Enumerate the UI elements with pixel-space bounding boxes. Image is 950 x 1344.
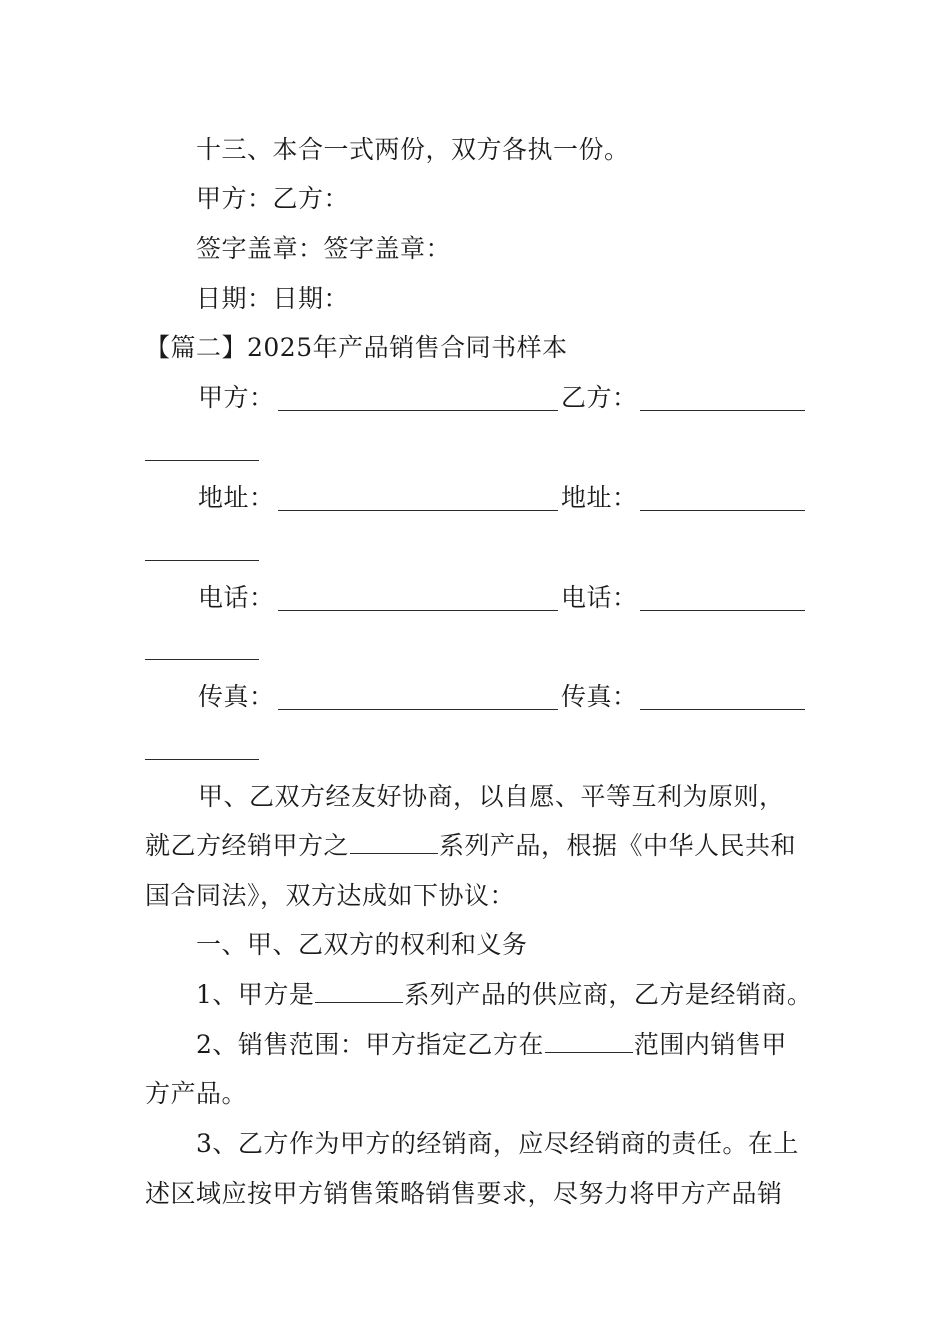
item-2-start: 2、销售范围：甲方指定乙方在 <box>196 1030 544 1059</box>
party-a-blank <box>278 410 558 411</box>
party-b-label: 乙方： <box>561 383 638 412</box>
intro-line-2-start: 就乙方经销甲方之 <box>145 831 350 860</box>
item-1-start: 1、甲方是 <box>196 980 315 1009</box>
fax-b-blank-cont <box>145 759 259 760</box>
intro-line-3: 国合同法》，双方达成如下协议： <box>145 881 516 910</box>
party-b-blank-cont <box>145 460 259 461</box>
heading-rights-obligations: 一、甲、乙双方的权利和义务 <box>196 930 528 959</box>
intro-line-1: 甲、乙双方经友好协商，以自愿、平等互利为原则， <box>198 782 785 811</box>
party-a-label: 甲方： <box>198 383 275 412</box>
supplier-series-blank <box>315 982 403 1003</box>
phone-a-blank <box>278 610 558 611</box>
item-1-end: 系列产品的供应商，乙方是经销商。 <box>404 980 813 1009</box>
phone-b-blank <box>640 610 805 611</box>
intro-line-2-end: 系列产品，根据《中华人民共和 <box>439 831 797 860</box>
address-b-blank <box>640 510 805 511</box>
address-b-label: 地址： <box>561 483 638 512</box>
fax-b-blank <box>640 709 805 710</box>
fax-b-label: 传真： <box>561 682 638 711</box>
signature-parties: 甲方：乙方： <box>196 184 350 213</box>
address-a-label: 地址： <box>198 483 275 512</box>
fax-a-blank <box>278 709 558 710</box>
address-b-blank-cont <box>145 560 259 561</box>
phone-b-label: 电话： <box>561 583 638 612</box>
sales-range-blank <box>545 1032 633 1053</box>
phone-b-blank-cont <box>145 659 259 660</box>
section-title: 【篇二】2025年产品销售合同书样本 <box>145 333 568 362</box>
series-blank <box>350 833 438 854</box>
signature-seal: 签字盖章：签字盖章： <box>196 234 452 263</box>
intro-line-2 <box>145 830 796 862</box>
party-b-blank <box>640 410 805 411</box>
signature-date: 日期：日期： <box>196 284 350 313</box>
item-3-line-2: 述区域应按甲方销售策略销售要求，尽努力将甲方产品销 <box>145 1179 783 1208</box>
item-2-line-2: 方产品。 <box>145 1079 248 1108</box>
item-1 <box>196 979 812 1011</box>
item-2-end: 范围内销售甲 <box>633 1030 787 1059</box>
phone-a-label: 电话： <box>198 583 275 612</box>
clause-13: 十三、本合一式两份，双方各执一份。 <box>196 135 630 164</box>
item-3-line-1: 3、乙方作为甲方的经销商，应尽经销商的责任。在上 <box>196 1129 799 1158</box>
address-a-blank <box>278 510 558 511</box>
item-2 <box>196 1029 787 1061</box>
fax-a-label: 传真： <box>198 682 275 711</box>
